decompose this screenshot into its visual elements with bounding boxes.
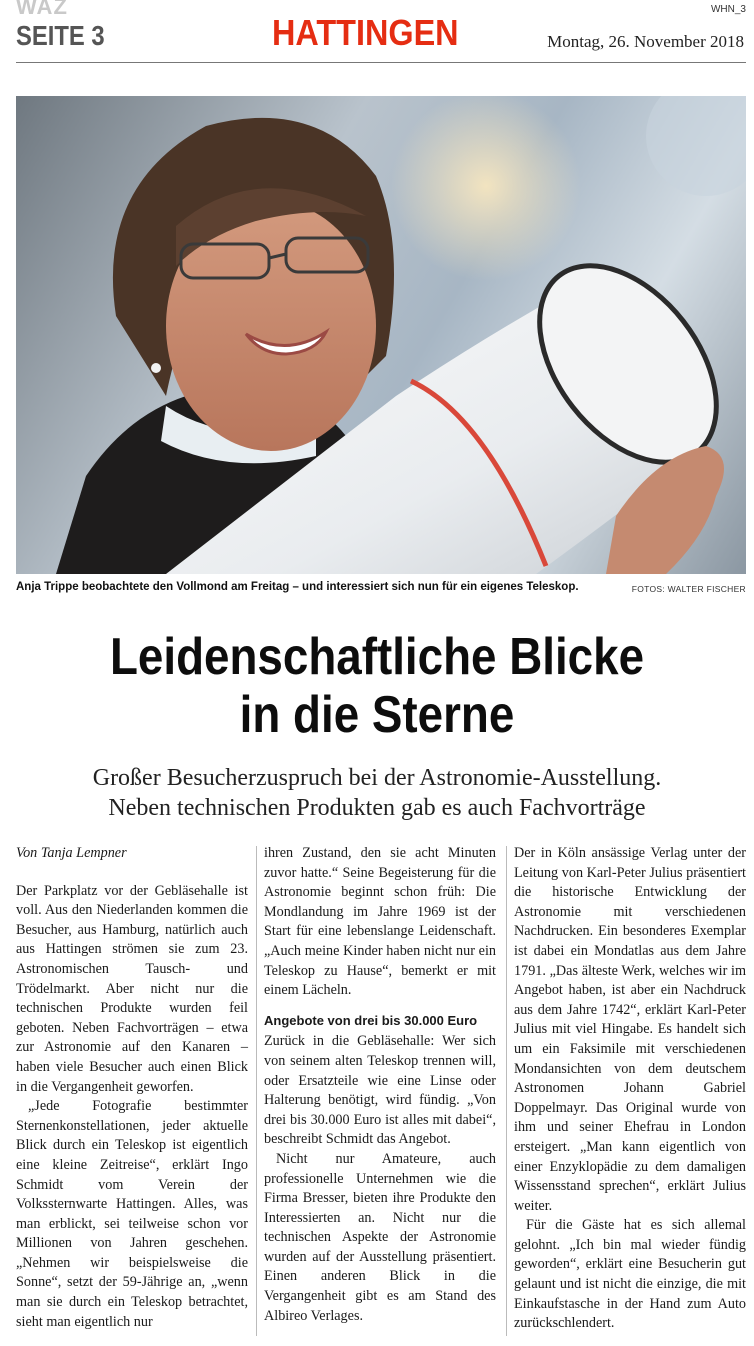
interheadline: Angebote von drei bis 30.000 Euro [264, 1012, 478, 1028]
edition-code: WHN_3 [710, 4, 746, 15]
headline [45, 628, 709, 744]
article-photo [16, 96, 746, 574]
column-divider [256, 846, 257, 1336]
paragraph: Zurück in die Gebläsehalle: Wer sich von seinem alten Teleskop trennen will, oder Ersatzteile wie eine Linse oder Halterung benötigt, wird fündig. „Von drei bis 30.000 Euro ist alles mit dabei“, beschreibt Schmidt das Angebot. [264, 1033, 496, 1148]
paragraph: Der Parkplatz vor der Gebläsehalle ist voll. Aus den Niederlanden kommen die Besucher, aus Hamburg, natürlich auch aus Hattingen strömen sie zum 23. Astronomischen Tausch- und Trödelmarkt. Aber nicht nur die technischen Produkte wurden feil geboten. Neben Fachvorträgen – etwa zur Astronomie auf den Kanaren – haben viele Besucher auch einen Blick in die Vergangenheit geworfen. [16, 882, 248, 1095]
page-label: SEITE 3 [16, 20, 105, 51]
article-column-3 [514, 844, 746, 1334]
photo-credit: FOTOS: WALTER FISCHER [631, 584, 746, 594]
issue-date: Montag, 26. November 2018 [547, 32, 744, 51]
photo-caption: Anja Trippe beobachtete den Vollmond am Freitag – und interessiert sich nun für ein eigenes Teleskop. [16, 581, 579, 593]
article-column-2 [264, 844, 496, 1326]
paragraph: Der in Köln ansässige Verlag unter der Leitung von Karl-Peter Julius präsentiert die historische Entwicklung der Astronomie mit verschiedenen Nachdrucken. Ein besonderes Exemplar ist dabei ein Mondatlas aus dem Jahre 1791. „Das älteste Werk, welches wir im Angebot haben, ist aber ein Nachdruck aus dem Jahre 1742“, erklärt Karl-Peter Julius mit viel Hingabe. Es handelt sich um ein Faksimile mit verschiedenen Mondansichten von dem deutschem Astronomen Johann Gabriel Doppelmayr. Das Original wurde von ihm und seiner Ehefrau in London ersteigert. „Man kann eigentlich von einer Enzyklopädie zu dem damaligen Wissensstand sprechen“, erklärt Julius weiter. [514, 845, 746, 1214]
subhead-line-2: Neben technischen Produkten gab es auch Fachvorträge [108, 795, 646, 821]
paragraph: ihren Zustand, den sie acht Minuten zuvor hatte.“ Seine Begeisterung für die Astronomie beginnt schon früh: Die Mondlandung im Jahre 1969 ist der Start für eine lebenslange Leidenschaft. „Auch meine Kinder haben nicht nur ein Teleskop zu Hause“, bemerkt er mit einem Lächeln. [264, 845, 496, 999]
paragraph: Nicht nur Amateure, auch professionelle Unternehmen wie die Firma Bresser, bieten ihre Produkte den Interessierten an. Nicht nur die technischen Aspekte der Astronomie wurden auf der Ausstellung präsentiert. Einen anderen Blick in die Vergangenheit gibt es am Stand des Albireo Verlages. [264, 1150, 496, 1324]
column-divider [506, 846, 507, 1336]
section-title: HATTINGEN [272, 12, 459, 53]
masthead-rule [16, 62, 746, 63]
subheadline [0, 763, 754, 823]
brand-logo: WAZ [16, 0, 68, 19]
headline-line-1: Leidenschaftliche Blicke [109, 628, 645, 686]
headline-line-2: in die Sterne [239, 686, 515, 744]
byline: Von Tanja Lempner [16, 845, 127, 861]
paragraph: Für die Gäste hat es sich allemal gelohnt. „Ich bin mal wieder fündig geworden“, erklärt eine Besucherin gut gelaunt und ist nicht die einzige, die mit Einkaufstasche in der Hand zum Auto zurückschlendert. [514, 1217, 746, 1332]
paragraph: „Jede Fotografie bestimmter Sternenkonstellationen, jeder aktuelle Blick durch ein Teleskop ist eigentlich eine kleine Zeitreise“, erklärt Ingo Schmidt vom Verein der Volkssternwarte Hattingen. Alles, was man erblickt, sei teilweise schon vor Millionen von Jahren geschehen. „Nehmen wir beispielsweise die Sonne“, setzt der 59-Jährige an, „wenn man sie durch ein Teleskop betrachtet, sieht man eigentlich nur [16, 1098, 248, 1330]
photo-illustration [16, 96, 746, 574]
subhead-line-1: Großer Besucherzuspruch bei der Astronomie-Ausstellung. [92, 765, 662, 791]
article-column-1 [16, 844, 248, 1332]
masthead [0, 0, 754, 64]
